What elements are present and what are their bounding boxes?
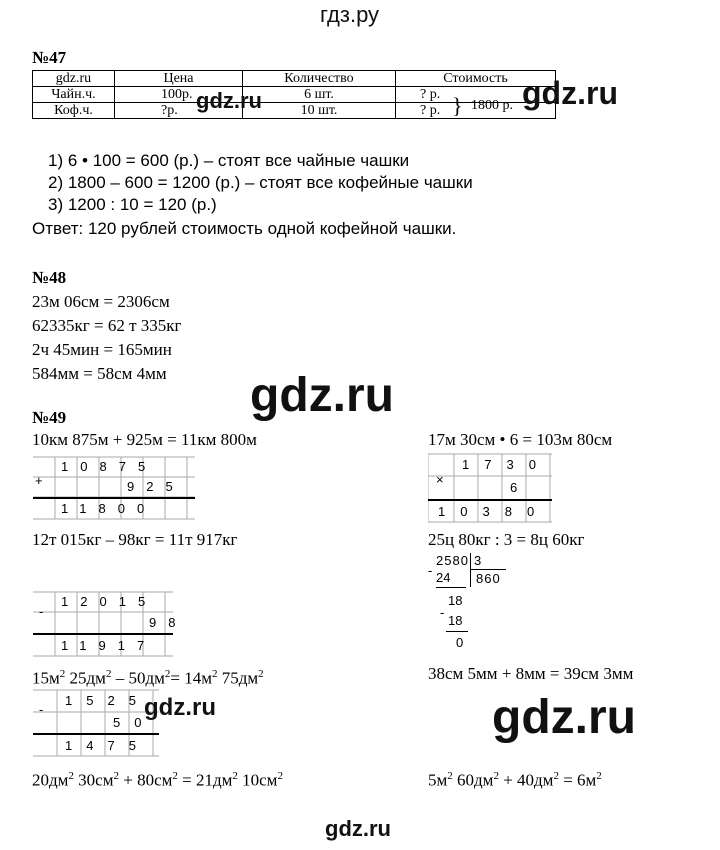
- minus-sign: -: [39, 702, 44, 717]
- digit: 9: [98, 638, 118, 653]
- digit: 1: [61, 638, 80, 653]
- table-header-cell: Стоимость: [396, 71, 556, 87]
- problem-47-title: №47: [32, 48, 67, 67]
- digit: 0: [80, 459, 100, 474]
- table-cell: ? р.: [396, 103, 556, 119]
- digit: 1: [61, 594, 81, 609]
- digit: 3: [482, 504, 505, 519]
- total-cost: 1800 р.: [471, 98, 513, 113]
- problem-47-answer: Ответ: 120 рублей стоимость одной кофейной чашки.: [32, 219, 457, 238]
- minus-sign: -: [39, 604, 44, 619]
- digit: 1: [79, 638, 99, 653]
- digit-row: [149, 615, 187, 630]
- equation: $5м^2$ $60дм^2 + 40дм^2 = 6м^2$: [428, 770, 602, 790]
- watermark: gdz.ru: [144, 694, 216, 721]
- table-cell: 6 шт.: [243, 87, 396, 103]
- equation: 10км 875м + 925м = 11км 800м: [32, 430, 257, 449]
- site-header: гдз.ру: [320, 2, 380, 27]
- digit: 5: [165, 479, 185, 494]
- table-cell: 10 шт.: [243, 103, 396, 119]
- equation: $20дм^2$ $30см^2 + 80см^2 = 21дм^2$ $10см^2$: [32, 770, 283, 790]
- digit: 1: [462, 457, 485, 472]
- digit: 2: [146, 479, 166, 494]
- digit-row: [61, 638, 156, 653]
- digit: 0: [526, 504, 550, 519]
- digit: 5: [137, 594, 158, 609]
- digit: 8: [98, 501, 118, 516]
- digit: 0: [99, 594, 119, 609]
- digit-row: [65, 693, 150, 708]
- brace-icon: }: [452, 93, 463, 118]
- table-cell: Коф.ч.: [33, 103, 115, 119]
- digit: 9: [149, 615, 169, 630]
- digit: 5: [113, 715, 135, 730]
- watermark: gdz.ru: [325, 816, 391, 841]
- equation: 38см 5мм + 8мм = 39см 3мм: [428, 664, 634, 683]
- remainder: 0: [456, 635, 464, 650]
- digit: 0: [134, 715, 156, 730]
- digit: 5: [86, 693, 108, 708]
- watermark: gdz.ru: [196, 88, 262, 113]
- problem-48-lines: [32, 290, 181, 386]
- digit: 7: [107, 738, 129, 753]
- table-cell: ?р.: [115, 103, 243, 119]
- equation: $15м^2$ $25дм^2 - 50дм^2= 14м^2$ $75дм^2$: [32, 668, 264, 688]
- equation: 25ц 80кг : 3 = 8ц 60кг: [428, 530, 585, 549]
- digit: 7: [136, 638, 157, 653]
- quotient: 860: [476, 571, 501, 586]
- digit: 1: [117, 638, 137, 653]
- digit: 0: [528, 457, 551, 472]
- digit: 0: [117, 501, 137, 516]
- divisor: 3: [474, 553, 482, 568]
- long-division: 2580 3 860 - 24 18 - 18 0: [428, 553, 548, 663]
- watermark: gdz.ru: [250, 369, 394, 422]
- digit: 1: [65, 693, 87, 708]
- solution-step: 1) 6 • 100 = 600 (р.) – стоят все чайные чашки: [48, 151, 410, 170]
- problem-49-title: №49: [32, 408, 67, 427]
- digit: 7: [118, 459, 138, 474]
- times-sign: ×: [436, 472, 444, 487]
- digit: 1: [438, 504, 461, 519]
- table-cell: Чайн.ч.: [33, 87, 115, 103]
- digit: 0: [460, 504, 483, 519]
- equation: 17м 30см • 6 = 103м 80см: [428, 430, 613, 449]
- digit: 6: [510, 480, 518, 495]
- conversion-line: 23м 06см = 2306см: [32, 292, 170, 311]
- problem-47-steps: [48, 150, 473, 216]
- dividend: 2580: [436, 553, 469, 568]
- subtrahend: 18: [448, 613, 463, 628]
- remainder: 18: [448, 593, 463, 608]
- subtrahend: 24: [436, 570, 451, 585]
- digit: 9: [127, 479, 147, 494]
- digit: 8: [168, 615, 188, 630]
- digit: 1: [79, 501, 99, 516]
- digit: 3: [506, 457, 529, 472]
- digit: 2: [80, 594, 100, 609]
- solution-step: 3) 1200 : 10 = 120 (р.): [48, 195, 217, 214]
- digit-row: [61, 459, 157, 474]
- table-cell: ? р.: [396, 87, 556, 103]
- conversion-line: 2ч 45мин = 165мин: [32, 340, 172, 359]
- digit-row: [438, 504, 549, 519]
- equation: 12т 015кг – 98кг = 11т 917кг: [32, 530, 238, 549]
- watermark: gdz.ru: [492, 691, 636, 744]
- digit: 2: [107, 693, 129, 708]
- digit: 1: [61, 459, 81, 474]
- solution-step: 2) 1800 – 600 = 1200 (р.) – стоят все кофейные чашки: [48, 173, 473, 192]
- digit: 5: [128, 738, 150, 753]
- digit: 1: [65, 738, 87, 753]
- digit: 8: [99, 459, 119, 474]
- table-cell: 100р.: [115, 87, 243, 103]
- conversion-line: 62335кг = 62 т 335кг: [32, 316, 182, 335]
- digit: 0: [136, 501, 157, 516]
- digit-row: [65, 738, 150, 753]
- plus-sign: +: [35, 473, 43, 488]
- digit: 5: [137, 459, 158, 474]
- table-header-cell: Цена: [115, 71, 243, 87]
- digit: 8: [504, 504, 527, 519]
- digit: 1: [61, 501, 80, 516]
- digit-row: [462, 457, 551, 472]
- digit: 4: [86, 738, 108, 753]
- problem-48-title: №48: [32, 268, 67, 287]
- table-header-cell: gdz.ru: [33, 71, 115, 87]
- digit-row: [61, 594, 157, 609]
- digit: 1: [118, 594, 138, 609]
- digit: 5: [128, 693, 150, 708]
- table-header-cell: Количество: [243, 71, 396, 87]
- digit-row: [61, 501, 156, 516]
- digit: 7: [484, 457, 507, 472]
- watermark: gdz.ru: [522, 75, 618, 111]
- conversion-line: 584мм = 58см 4мм: [32, 364, 167, 383]
- digit-row: [127, 479, 185, 494]
